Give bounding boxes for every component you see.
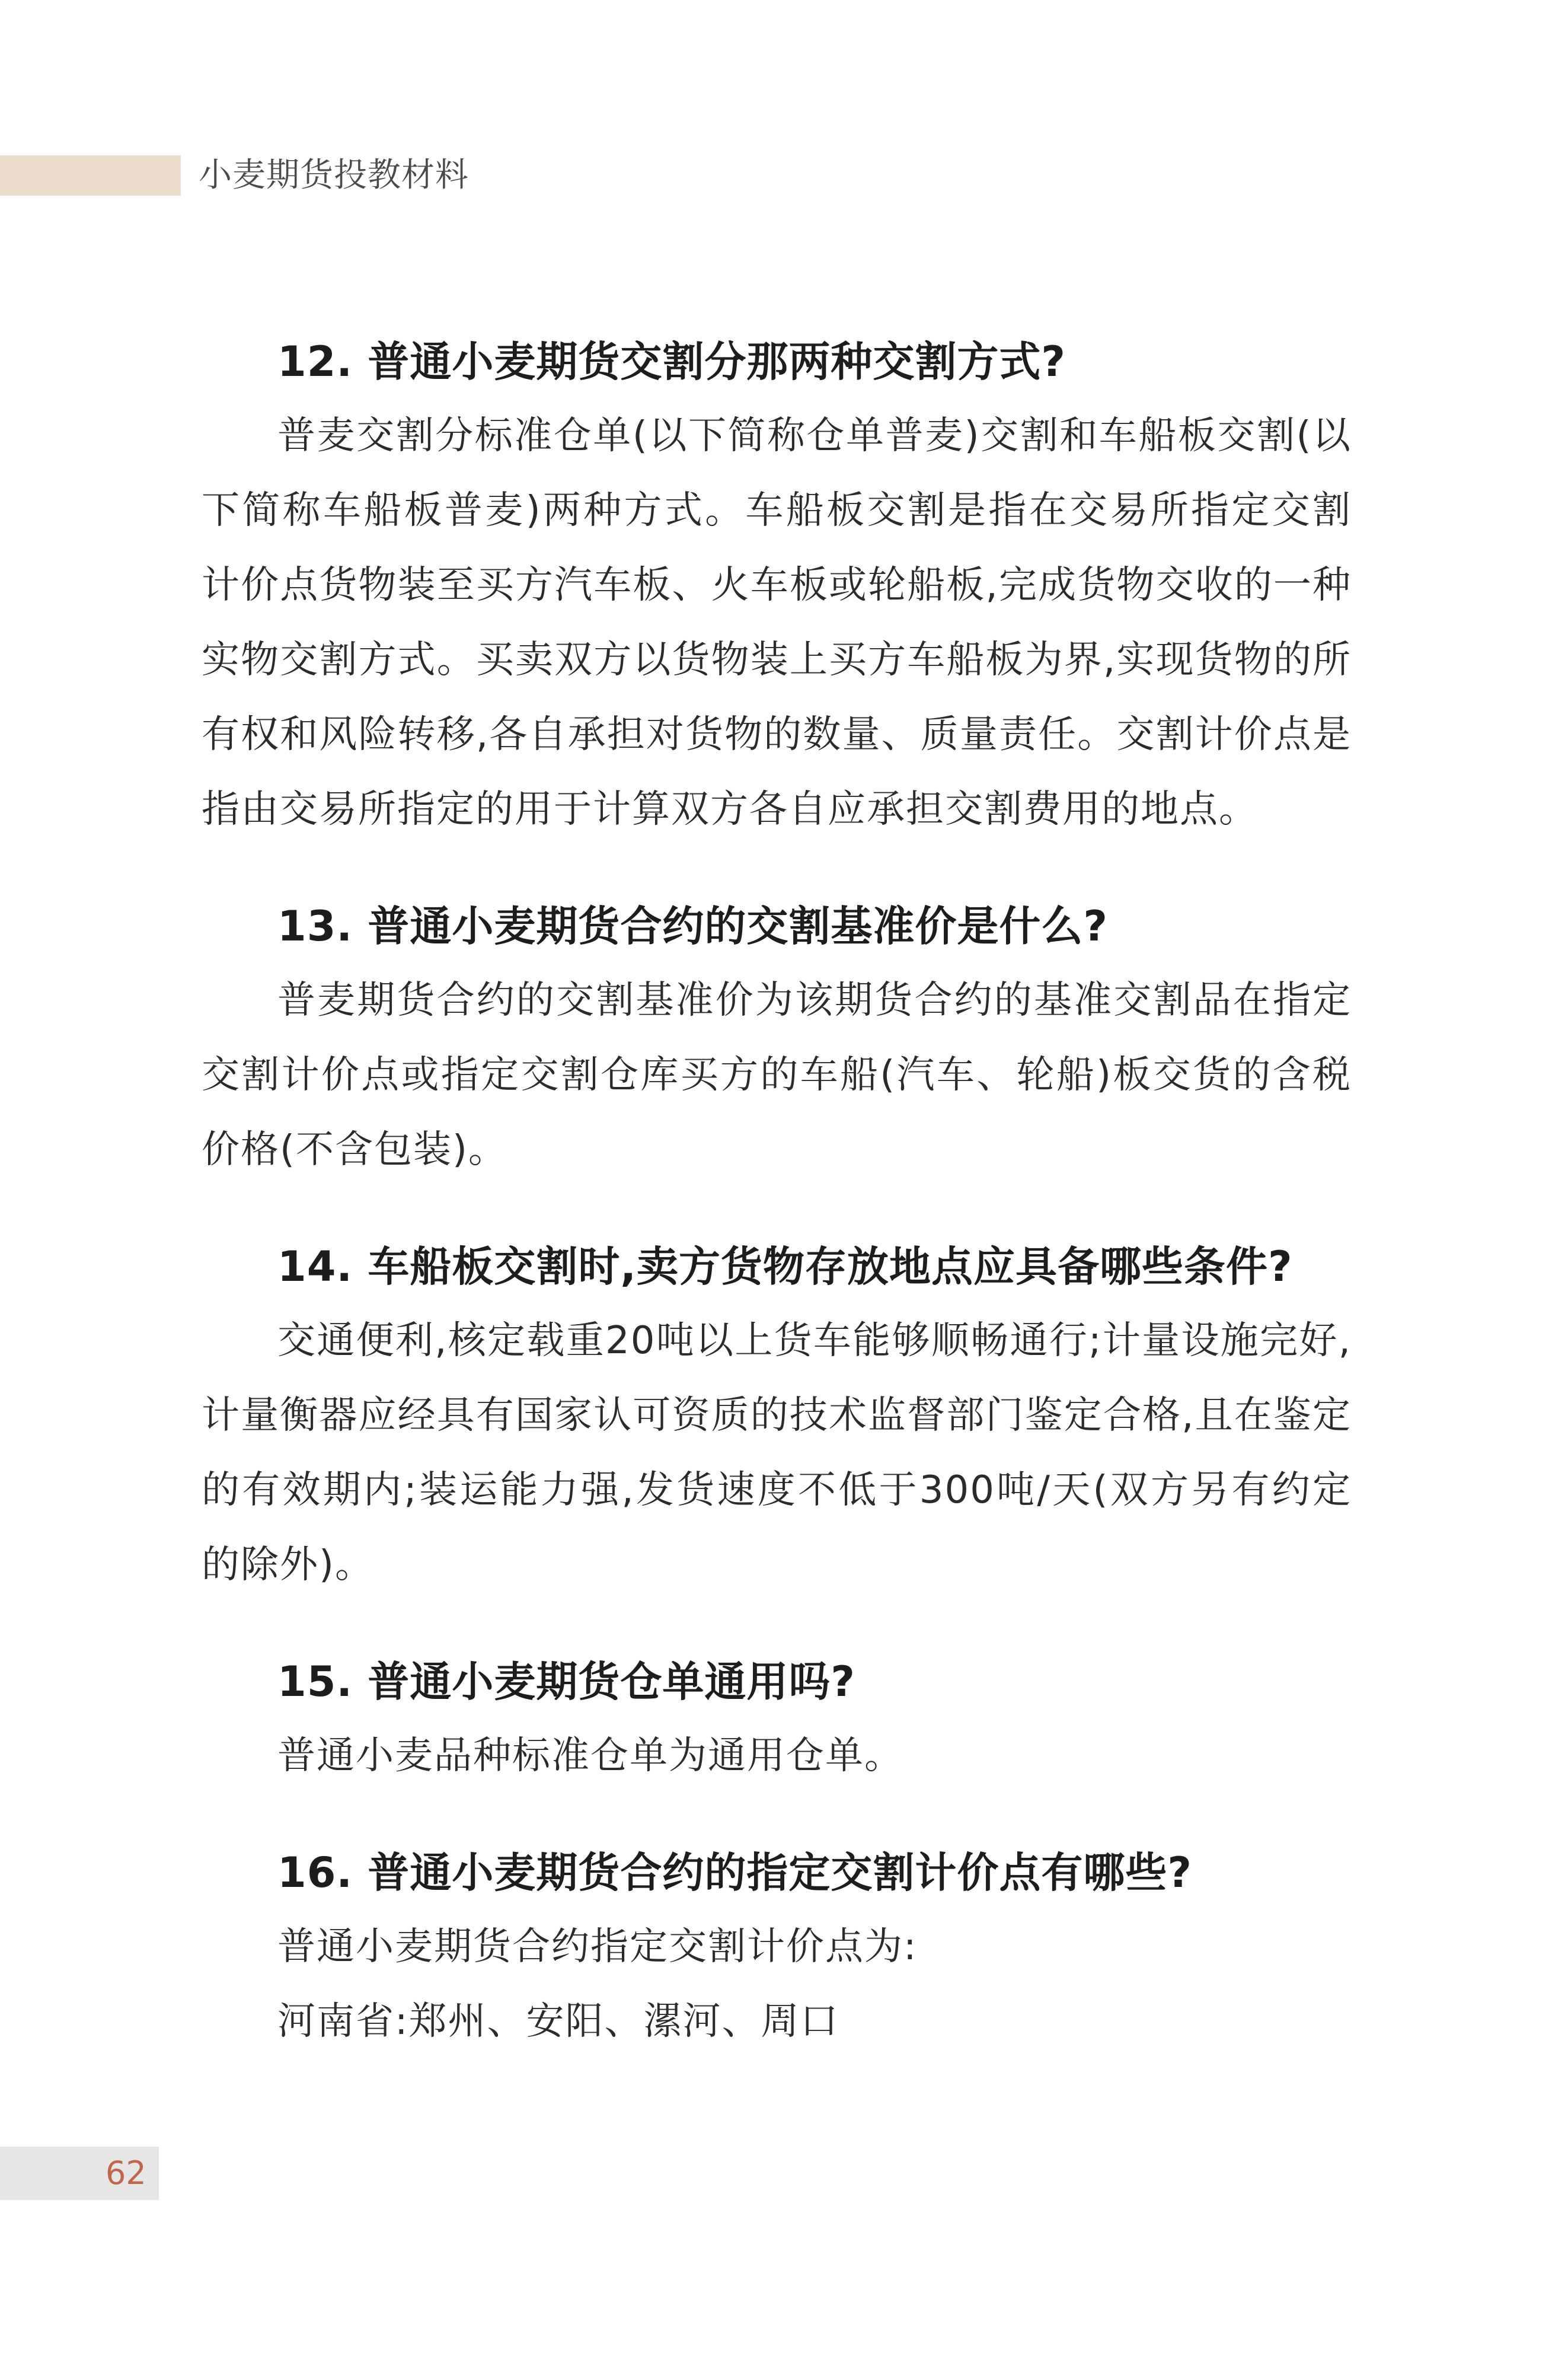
qa-section-14 (202, 1237, 1352, 1602)
answer-paragraph: 普麦期货合约的交割基准价为该期货合约的基准交割品在指定交割计价点或指定交割仓库买方的车船(汽车、轮船)板交货的含税价格(不含包装)。 (202, 978, 1352, 1172)
question-heading: 14. 车船板交割时,卖方货物存放地点应具备哪些条件? (277, 1242, 1293, 1291)
running-header-title: 小麦期货投教材料 (199, 156, 469, 195)
question-heading: 13. 普通小麦期货合约的交割基准价是什么? (277, 902, 1108, 951)
qa-section-13 (202, 897, 1352, 1187)
answer-paragraph: 普通小麦品种标准仓单为通用仓单。 (277, 1734, 903, 1778)
page-content (202, 332, 1352, 2109)
qa-section-12 (202, 332, 1352, 847)
answer-paragraph: 普通小麦期货合约指定交割计价点为: (277, 1925, 918, 1969)
question-heading: 12. 普通小麦期货交割分那两种交割方式? (277, 337, 1066, 386)
answer-paragraph: 交通便利,核定载重20吨以上货车能够顺畅通行;计量设施完好,计量衡器应经具有国家认可资质的技术监督部门鉴定合格,且在鉴定的有效期内;装运能力强,发货速度不低于300吨/天(双方另有约定的除外)。 (202, 1319, 1352, 1587)
answer-paragraph: 河南省:郑州、安阳、漯河、周口 (277, 2000, 839, 2043)
question-heading: 16. 普通小麦期货合约的指定交割计价点有哪些? (277, 1848, 1192, 1897)
question-heading: 15. 普通小麦期货仓单通用吗? (277, 1657, 855, 1706)
header-accent-bar (0, 155, 181, 196)
qa-section-15 (202, 1652, 1352, 1793)
qa-section-16 (202, 1843, 1352, 2059)
answer-paragraph: 普麦交割分标准仓单(以下简称仓单普麦)交割和车船板交割(以下简称车船板普麦)两种方式。车船板交割是指在交易所指定交割计价点货物装至买方汽车板、火车板或轮船板,完成货物交收的一种实物交割方式。买卖双方以货物装上买方车船板为界,实现货物的所有权和风险转移,各自承担对货物的数量、质量责任。交割计价点是指由交易所指定的用于计算双方各自应承担交割费用的地点。 (202, 414, 1352, 831)
page-number: 62 (106, 2154, 146, 2192)
